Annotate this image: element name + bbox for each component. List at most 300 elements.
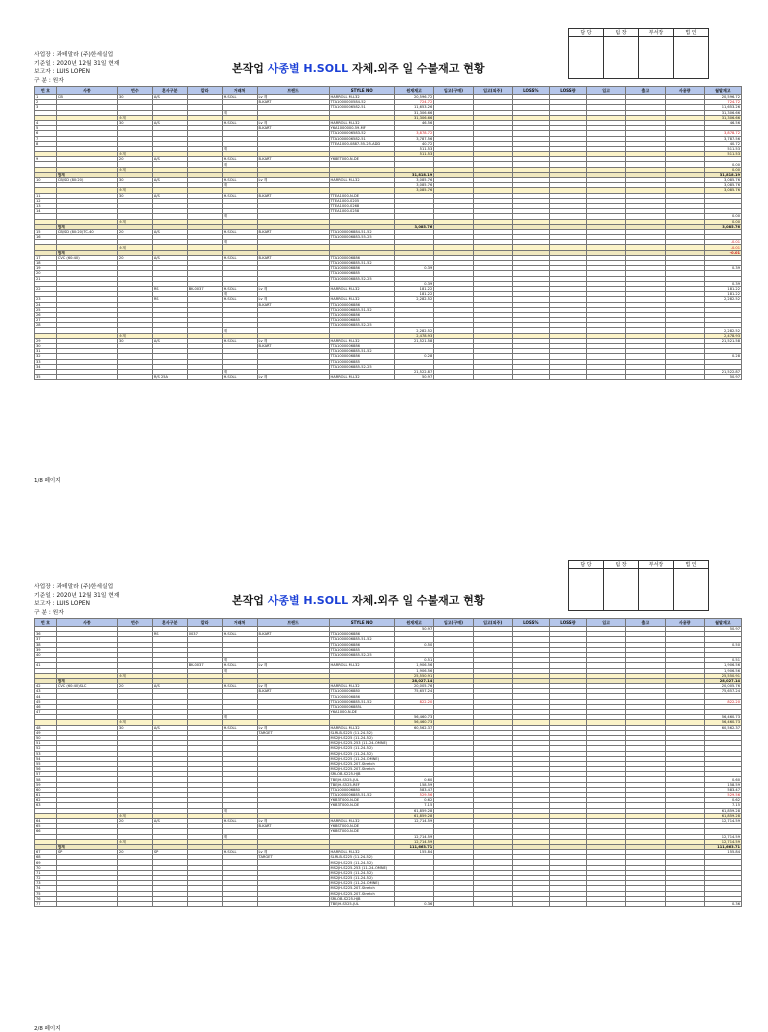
table-cell: 0.39 xyxy=(394,266,433,271)
approval-label: 팀 장 xyxy=(604,561,639,569)
table-cell: 30 xyxy=(117,120,152,125)
reporter-line: 보고자 : LUIS LOPEN xyxy=(34,69,90,76)
table-cell: SRLOB-S225-HJB xyxy=(329,896,394,901)
table-cell: 158.59 xyxy=(704,782,741,787)
table-cell: A/S xyxy=(152,725,187,730)
table-cell: 43 xyxy=(35,689,57,694)
column-header: 혼사구분 xyxy=(152,619,187,627)
table-cell: 11 xyxy=(35,193,57,198)
table-cell: 7.15 xyxy=(394,803,433,808)
table-header-row xyxy=(35,87,742,95)
unit-line: 구 분 : 원자 xyxy=(34,609,64,616)
table-cell: MS2JH-S225 (11-24-52) xyxy=(329,735,394,740)
page-number: 2/8 페이지 xyxy=(34,1026,61,1032)
table-cell: Lv 계 xyxy=(257,338,329,343)
table-cell: Lv 계 xyxy=(257,684,329,689)
table-cell: 합계 xyxy=(56,678,117,683)
table-cell: TARGET xyxy=(257,855,329,860)
table-cell: 소계 xyxy=(117,188,152,193)
table-cell: TTA1000006886 xyxy=(329,312,394,317)
column-header: 번 호 xyxy=(35,619,57,627)
table-cell: 38 xyxy=(35,642,57,647)
column-header: 입고 xyxy=(586,87,625,95)
table-cell: 8 xyxy=(35,141,57,146)
table-cell: 11,653.26 xyxy=(394,105,433,110)
table-cell: 13 xyxy=(35,203,57,208)
table-cell: 소계 xyxy=(117,813,152,818)
title-prefix: 본작업 xyxy=(232,62,268,75)
table-cell: H.SOLL xyxy=(222,229,257,234)
table-cell: 77 xyxy=(35,901,57,906)
table-cell: 52 xyxy=(35,746,57,751)
table-cell: MS2JH-S225 (11-24-52) xyxy=(329,751,394,756)
table-cell: 20 xyxy=(117,684,152,689)
table-cell: 12,714.59 xyxy=(394,818,433,823)
table-cell: 724.72 xyxy=(704,100,741,105)
table-cell: MS2JH-S225-207-Stretch xyxy=(329,886,394,891)
table-cell: 20 xyxy=(117,157,152,162)
table-cell: 56 xyxy=(35,767,57,772)
table-cell: B-KART xyxy=(257,689,329,694)
table-cell: 0.60 xyxy=(704,777,741,782)
table-cell: Y6B3T000-N-DE xyxy=(329,798,394,803)
column-header: 월말재고 xyxy=(704,619,741,627)
table-cell: HARROLL M-L32 xyxy=(329,178,394,183)
table-cell: B-KART xyxy=(257,126,329,131)
table-cell: 511.53 xyxy=(704,152,741,157)
column-header: 출고 xyxy=(626,619,665,627)
table-cell: 511.53 xyxy=(394,146,433,151)
table-cell: TTA1000006885-51-52 xyxy=(329,793,394,798)
table-cell: TTEA1000-0205 xyxy=(329,198,394,203)
table-cell: 0.51 xyxy=(704,658,741,663)
table-cell: 0.50 xyxy=(394,642,433,647)
table-cell: 35 xyxy=(35,375,57,380)
table-cell: TTA1000006885-52-25 xyxy=(329,276,394,281)
table-cell: 22 xyxy=(35,286,57,291)
table-cell: MS2JH-S225 (11-24-52) xyxy=(329,860,394,865)
table-cell: BK-0037 xyxy=(187,663,222,668)
table-cell: 40.72 xyxy=(394,141,433,146)
table-cell: TTA1000006582-51 xyxy=(329,105,394,110)
table-cell: H.SOLL xyxy=(222,375,257,380)
table-cell: 3,878.72 xyxy=(704,131,741,136)
table-cell xyxy=(512,375,549,380)
table-cell: 계 xyxy=(222,183,257,188)
table-cell: 2,478.93 xyxy=(394,333,433,338)
column-header: 칼라 xyxy=(187,87,222,95)
base-date-line: 기준일 : 2020년 12월 31일 현재 xyxy=(34,60,120,67)
column-header: 출고 xyxy=(626,87,665,95)
column-header: 브랜드 xyxy=(257,619,329,627)
table-cell: 합계 xyxy=(56,844,117,849)
table-cell: BK-0037 xyxy=(187,286,222,291)
table-cell: TTA1000006885 xyxy=(329,647,394,652)
table-cell: H.SOLL xyxy=(222,255,257,260)
table-cell: B-KART xyxy=(257,100,329,105)
table-cell: H.SOLL xyxy=(222,725,257,730)
table-cell: A/S xyxy=(152,95,187,100)
table-cell: TTEA1000-N-DE xyxy=(329,193,394,198)
table-cell: 20 xyxy=(117,818,152,823)
table-cell: A/S xyxy=(152,338,187,343)
table-cell: 3,878.72 xyxy=(394,131,433,136)
table-cell xyxy=(187,375,222,380)
table-cell: MS2JH-S225-253 (11-24-OMNE) xyxy=(329,865,394,870)
approval-sign-row xyxy=(569,37,709,79)
table-cell: 0.36 xyxy=(704,901,741,906)
table-cell: 75,657.24 xyxy=(704,689,741,694)
table-cell: H.SOLL xyxy=(222,120,257,125)
table-cell: 2,282.52 xyxy=(394,328,433,333)
table-cell xyxy=(56,901,117,906)
table-cell: Y6A1000-N-DE xyxy=(329,710,394,715)
table-cell: TTA1000006886 xyxy=(329,632,394,637)
table-cell: 30 xyxy=(117,338,152,343)
table-cell: 583.47 xyxy=(394,787,433,792)
table-cell: 5 xyxy=(35,126,57,131)
column-header: 사용량 xyxy=(665,87,704,95)
column-header: 원재재고 xyxy=(394,619,433,627)
table-cell: Y68ET000-N-DE xyxy=(329,157,394,162)
report-page-2 xyxy=(0,556,768,1032)
table-cell: 20,596.72 xyxy=(394,95,433,100)
table-cell: TTA1000000584-52 xyxy=(329,100,394,105)
table-cell: TTA1000006885-51-52 xyxy=(329,637,394,642)
table-cell: H.SOLL xyxy=(222,850,257,855)
table-cell: 45 xyxy=(35,699,57,704)
column-header: 번 호 xyxy=(35,87,57,95)
column-header: 입고(외주) xyxy=(473,619,512,627)
table-cell: 계 xyxy=(222,834,257,839)
approval-header-row xyxy=(569,29,709,37)
page-number: 1/8 페이지 xyxy=(34,478,61,484)
title-highlight: 사종별 H.SOLL xyxy=(267,594,349,607)
table-cell: 0.00 xyxy=(704,162,741,167)
table-cell: 계 xyxy=(222,658,257,663)
table-cell: 49 xyxy=(35,730,57,735)
table-cell: 1,906.56 xyxy=(394,663,433,668)
table-header-row xyxy=(35,619,742,627)
table-cell: A/S xyxy=(152,178,187,183)
column-header: 사종 xyxy=(56,619,117,627)
table-cell: -0.01 xyxy=(704,245,741,250)
table-cell: H.SOLL xyxy=(222,663,257,668)
table-cell: TTA1000006885-52-25 xyxy=(329,652,394,657)
table-cell: 50.97 xyxy=(704,375,741,380)
table-cell: 21,522.87 xyxy=(394,369,433,374)
table-cell: 111,663.71 xyxy=(394,844,433,849)
table-cell: 0.62 xyxy=(704,798,741,803)
table-cell: 소계 xyxy=(117,720,152,725)
table-cell: 21,521.58 xyxy=(394,338,433,343)
table-cell: 31,818.19 xyxy=(394,172,433,177)
table-cell xyxy=(549,901,586,906)
table-cell: Lv 계 xyxy=(257,297,329,302)
table-cell xyxy=(549,375,586,380)
column-header: 원재재고 xyxy=(394,87,433,95)
table-cell: 822.20 xyxy=(394,699,433,704)
table-cell: 2 xyxy=(35,100,57,105)
table-cell: 68 xyxy=(35,855,57,860)
table-cell: TTA1000006885-51-52 xyxy=(329,699,394,704)
table-cell xyxy=(626,901,665,906)
table-cell: 0.28 xyxy=(394,354,433,359)
table-cell xyxy=(665,375,704,380)
table-cell: 56,460.73 xyxy=(394,715,433,720)
table-cell xyxy=(473,901,512,906)
table-cell: B-KART xyxy=(257,632,329,637)
table-cell: 59 xyxy=(35,782,57,787)
table-cell: 합계 xyxy=(56,172,117,177)
table-cell: 계 xyxy=(222,328,257,333)
table-cell: 소계 xyxy=(117,245,152,250)
table-cell: TTA1000006886 xyxy=(329,302,394,307)
table-cell: TARGET xyxy=(257,730,329,735)
table-cell: MS2JH-S225 (11-24-52) xyxy=(329,746,394,751)
table-cell: 44 xyxy=(35,694,57,699)
table-cell: H.SOLL xyxy=(222,338,257,343)
table-cell: 30 xyxy=(117,178,152,183)
table-cell: HARROLL M-L32 xyxy=(329,663,394,668)
column-header: 번수 xyxy=(117,87,152,95)
table-cell: H.SOLL xyxy=(222,297,257,302)
table-cell: 2,282.52 xyxy=(394,297,433,302)
inventory-table xyxy=(34,86,742,380)
table-cell: MS2JH-S225 (11-24-OMNE) xyxy=(329,881,394,886)
approval-label: 담 당 xyxy=(569,29,604,37)
table-cell: Lv 계 xyxy=(257,178,329,183)
table-cell: A/S xyxy=(152,818,187,823)
table-cell: Lv 계 xyxy=(257,725,329,730)
table-cell: H.SOLL xyxy=(222,286,257,291)
table-cell: 158.59 xyxy=(394,782,433,787)
table-cell: RS xyxy=(152,297,187,302)
table-cell: 18 xyxy=(35,261,57,266)
table-cell: 4 xyxy=(35,120,57,125)
table-cell: 61,859.28 xyxy=(704,808,741,813)
table-cell: 50.97 xyxy=(704,627,741,632)
table-cell: 19 xyxy=(35,266,57,271)
table-cell: 12,714.59 xyxy=(704,834,741,839)
approval-label: 담 당 xyxy=(569,561,604,569)
table-cell: 72 xyxy=(35,876,57,881)
table-cell: 1,906.56 xyxy=(704,663,741,668)
table-cell: 69 xyxy=(35,860,57,865)
approval-label: 부서장 xyxy=(639,561,674,569)
table-cell: Lv 계 xyxy=(257,375,329,380)
table-cell: 75,657.24 xyxy=(394,689,433,694)
table-cell: 63 xyxy=(35,803,57,808)
table-cell: 60,562.37 xyxy=(704,725,741,730)
table-cell: 31,306.66 xyxy=(394,110,433,115)
column-header: STYLE NO xyxy=(329,87,394,95)
table-cell: MS2JH-S225-207-Stretch xyxy=(329,767,394,772)
table-cell: 3,787.56 xyxy=(704,136,741,141)
table-cell: 0.28 xyxy=(704,354,741,359)
table-cell: H.SOLL xyxy=(222,684,257,689)
table-cell: 20,005.76 xyxy=(704,684,741,689)
unit-line: 구 분 : 원자 xyxy=(34,77,64,84)
column-header: 월말재고 xyxy=(704,87,741,95)
table-cell: B-KART xyxy=(257,157,329,162)
table-cell: 계 xyxy=(222,668,257,673)
table-cell: 181.22 xyxy=(704,286,741,291)
table-cell: 2,282.52 xyxy=(704,297,741,302)
table-cell: 66 xyxy=(35,829,57,834)
table-cell: 6 xyxy=(35,131,57,136)
table-cell: 0.39 xyxy=(704,266,741,271)
table-cell: 27 xyxy=(35,318,57,323)
table-cell: 3,787.56 xyxy=(394,136,433,141)
table-cell: TTEA1000-0887-55-25-ADD xyxy=(329,141,394,146)
approval-header-row xyxy=(569,561,709,569)
table-cell xyxy=(187,901,222,906)
table-cell: H.SOLL xyxy=(222,95,257,100)
table-cell: 20,596.72 xyxy=(704,95,741,100)
table-cell: Lv 계 xyxy=(257,95,329,100)
table-cell: 소계 xyxy=(117,115,152,120)
table-cell: TTEA1000-0258 xyxy=(329,209,394,214)
table-cell: 계 xyxy=(222,146,257,151)
report-title xyxy=(232,60,485,76)
table-cell: 3,085.76 xyxy=(704,224,741,229)
table-cell: 10 xyxy=(35,178,57,183)
table-cell: 33 xyxy=(35,359,57,364)
table-cell: MS2JH-S225-253 (11-24-OMNE) xyxy=(329,741,394,746)
table-cell: CB/SD (80:20)TC-40 xyxy=(56,229,117,234)
table-cell: TTA1000006886 xyxy=(329,694,394,699)
table-cell: HARROLL M-L32 xyxy=(329,95,394,100)
table-row xyxy=(35,375,742,380)
table-cell xyxy=(586,901,625,906)
column-header: 사용량 xyxy=(665,619,704,627)
table-cell: TTA1000006885 xyxy=(329,359,394,364)
table-cell: 16 xyxy=(35,235,57,240)
table-cell: 724.72 xyxy=(394,100,433,105)
table-cell: 61 xyxy=(35,793,57,798)
table-cell: TTA1000006583-52 xyxy=(329,131,394,136)
approval-label: 부서장 xyxy=(639,29,674,37)
column-header: 입고 xyxy=(586,619,625,627)
table-cell: 36 xyxy=(35,632,57,637)
table-cell: TTA1000006582-51 xyxy=(329,136,394,141)
table-cell xyxy=(473,375,512,380)
table-cell: 822.20 xyxy=(704,699,741,704)
table-cell: H.SOLL xyxy=(222,632,257,637)
table-cell xyxy=(56,375,117,380)
table-cell: 계 xyxy=(222,240,257,245)
column-header: LOSS% xyxy=(512,87,549,95)
table-cell: 64 xyxy=(35,818,57,823)
title-highlight: 사종별 H.SOLL xyxy=(267,62,349,75)
table-cell: 61,859.28 xyxy=(704,813,741,818)
table-cell: H.SOLL xyxy=(222,818,257,823)
table-cell: 소계 xyxy=(117,167,152,172)
report-title xyxy=(232,592,485,608)
column-header: 칼라 xyxy=(187,619,222,627)
table-cell: 51 xyxy=(35,741,57,746)
table-cell: HARROLL M-L32 xyxy=(329,375,394,380)
table-cell: 계 xyxy=(222,162,257,167)
table-cell xyxy=(152,901,187,906)
table-cell: 155.84 xyxy=(704,850,741,855)
column-header: LOSS량 xyxy=(549,87,586,95)
table-cell: 41 xyxy=(35,663,57,668)
table-cell: B-KART xyxy=(257,344,329,349)
table-cell: H.SOLL xyxy=(222,178,257,183)
table-cell: SP xyxy=(56,850,117,855)
table-cell: 57 xyxy=(35,772,57,777)
inventory-table xyxy=(34,618,742,907)
table-cell: 181.22 xyxy=(704,292,741,297)
table-cell: 30 xyxy=(117,725,152,730)
table-cell: 23 xyxy=(35,297,57,302)
approval-label: 팀 장 xyxy=(604,29,639,37)
column-header: 거래처 xyxy=(222,87,257,95)
table-cell xyxy=(626,375,665,380)
table-cell: 14 xyxy=(35,209,57,214)
table-cell: 61,859.28 xyxy=(394,813,433,818)
table-cell: 70 xyxy=(35,865,57,870)
table-cell: TTA1000006886 xyxy=(329,642,394,647)
table-cell: 0037 xyxy=(187,632,222,637)
table-cell: HARROLL M-L32 xyxy=(329,297,394,302)
table-cell: H.SOLL xyxy=(222,157,257,162)
table-cell: 155.84 xyxy=(394,850,433,855)
table-cell: 25,550.91 xyxy=(704,673,741,678)
table-cell: HARROLL M-L32 xyxy=(329,725,394,730)
approval-label: 법 인 xyxy=(674,29,709,37)
table-cell: 181.22 xyxy=(394,286,433,291)
table-cell: TTA1000006880 xyxy=(329,689,394,694)
table-cell: A/S xyxy=(152,684,187,689)
table-cell: A/S xyxy=(152,193,187,198)
table-cell: Lv 계 xyxy=(257,663,329,668)
company-line: 사업장 : 과테말라 (주)한세실업 xyxy=(34,584,114,590)
table-cell: TTA1000006885-52-25 xyxy=(329,364,394,369)
table-cell: 56,460.73 xyxy=(704,720,741,725)
table-cell: 26 xyxy=(35,312,57,317)
table-cell: 28,027.14 xyxy=(704,678,741,683)
table-cell: 31,306.66 xyxy=(704,115,741,120)
table-cell: HARROLL M-L32 xyxy=(329,120,394,125)
table-cell: 3,085.76 xyxy=(704,178,741,183)
table-cell: 56,460.73 xyxy=(394,720,433,725)
table-cell: 71 xyxy=(35,870,57,875)
column-header: 입고(구매) xyxy=(434,87,473,95)
table-cell: 0.00 xyxy=(704,214,741,219)
column-header: 입고(구매) xyxy=(434,619,473,627)
table-cell: 20 xyxy=(117,850,152,855)
table-cell: 3 xyxy=(35,105,57,110)
table-cell: HARROLL M-L32 xyxy=(329,818,394,823)
table-cell: 0.51 xyxy=(394,658,433,663)
table-cell xyxy=(434,901,473,906)
table-cell: 0.50 xyxy=(704,642,741,647)
table-cell: 529.56 xyxy=(394,793,433,798)
table-cell: TTA1000006886 xyxy=(329,255,394,260)
table-cell: B-KART xyxy=(257,302,329,307)
table-cell: R/S 25A xyxy=(152,375,187,380)
table-cell: TTA1000006880 xyxy=(329,787,394,792)
table-cell: 529.56 xyxy=(704,793,741,798)
table-cell: 계 xyxy=(222,292,257,297)
table-cell: 2,282.52 xyxy=(704,328,741,333)
table-cell: 2,478.93 xyxy=(704,333,741,338)
table-cell: 계 xyxy=(222,369,257,374)
table-row xyxy=(35,901,742,906)
